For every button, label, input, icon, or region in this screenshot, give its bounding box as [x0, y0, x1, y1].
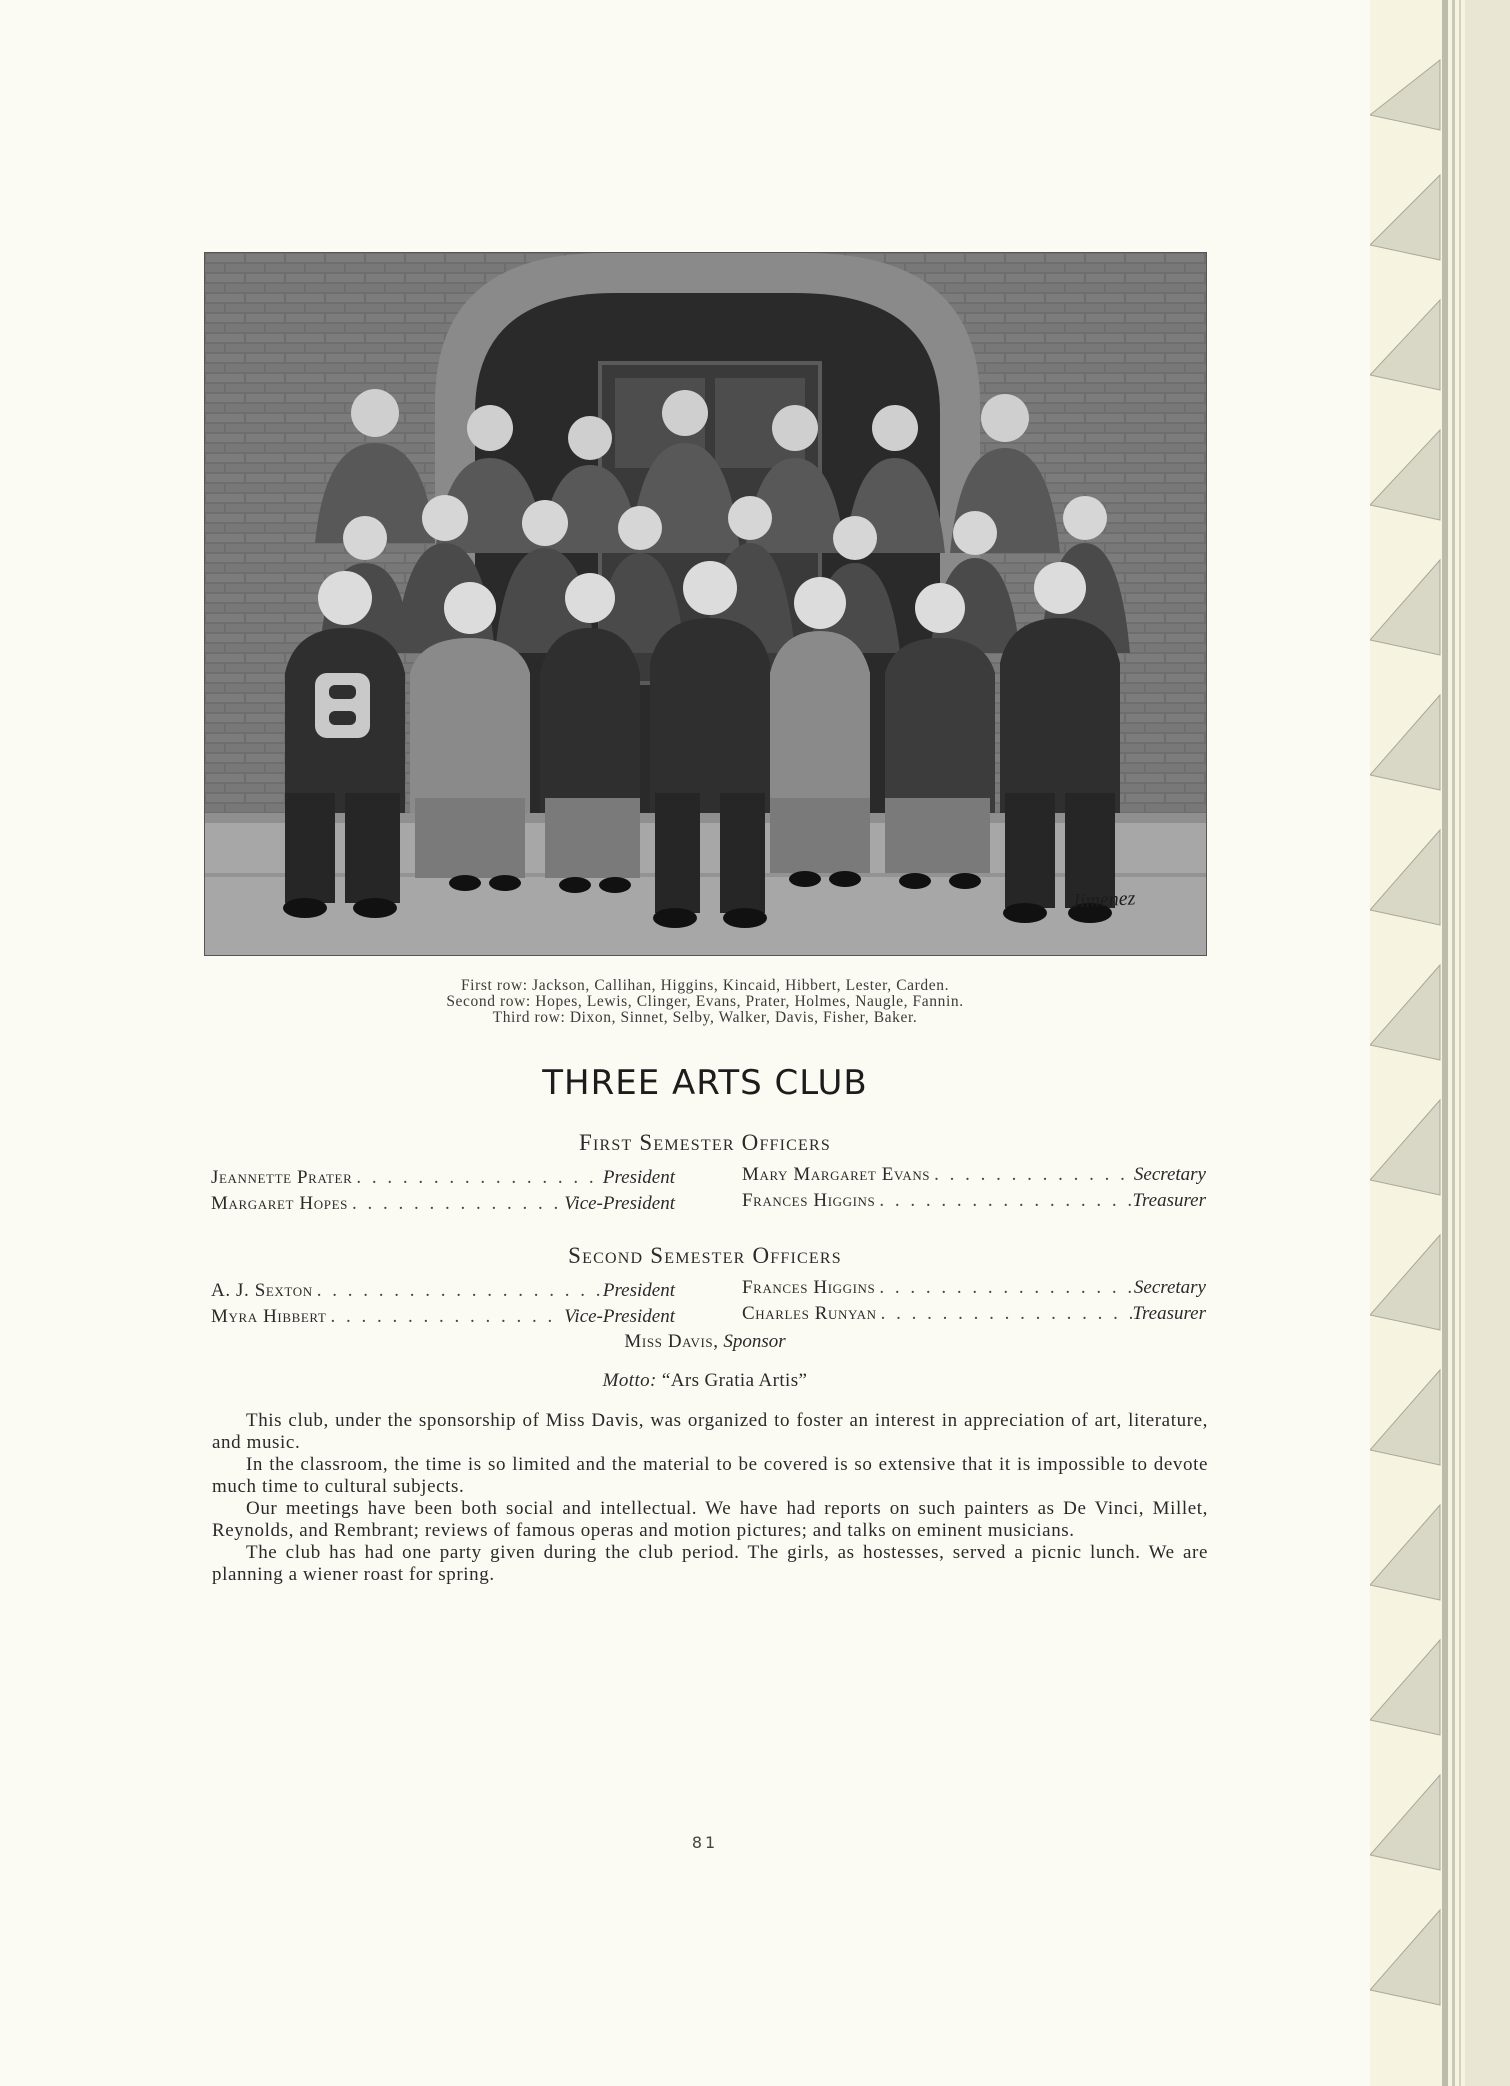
- officer-name: Frances Higgins: [742, 1190, 876, 1211]
- sponsor-role: Sponsor: [723, 1331, 786, 1352]
- sponsor-name: Miss Davis,: [624, 1331, 719, 1352]
- leader-dots: [930, 1164, 1134, 1186]
- group-photo-illustration: [205, 253, 1206, 955]
- motto-text: “Ars Gratia Artis”: [661, 1370, 808, 1391]
- officer-role: Treasurer: [1132, 1190, 1206, 1211]
- page-number: 81: [691, 1833, 719, 1852]
- officer-row: [742, 1190, 1206, 1212]
- club-sponsor: [200, 1331, 1210, 1353]
- photographer-signature: Jimenez: [1070, 887, 1136, 913]
- officer-row: [742, 1164, 1206, 1186]
- officer-role: Secretary: [1133, 1164, 1206, 1185]
- officer-role: Treasurer: [1132, 1303, 1206, 1324]
- officer-name: Jeannette Prater: [211, 1167, 353, 1188]
- caption-third-row: Third row: Dixon, Sinnet, Selby, Walker, Davis, Fisher, Baker.: [492, 1009, 918, 1026]
- paragraph: This club, under the sponsorship of Miss Davis, was organized to foster an interest in appreciation of art, literature, and music.: [212, 1410, 1208, 1453]
- officer-row: [211, 1306, 675, 1328]
- photo-caption: [200, 978, 1210, 1026]
- officer-role: Secretary: [1133, 1277, 1206, 1298]
- leader-dots: [875, 1277, 1134, 1299]
- club-description: [212, 1410, 1208, 1586]
- first-semester-heading: First Semester Officers: [579, 1130, 831, 1155]
- paragraph: Our meetings have been both social and intellectual. We have had reports on such painters as De Vinci, Millet, Reynolds, and Rembrant; reviews of famous operas and motion pictures; and talks on eminent musicians.: [212, 1498, 1208, 1541]
- officer-name: Charles Runyan: [742, 1303, 877, 1324]
- leader-dots: [875, 1190, 1132, 1212]
- officer-name: Margaret Hopes: [211, 1193, 348, 1214]
- sawtooth-border-ornament: [1370, 0, 1510, 2086]
- paragraph: The club has had one party given during the club period. The girls, as hostesses, served a picnic lunch. We are planning a wiener roast for spring.: [212, 1542, 1208, 1585]
- officer-row: [211, 1167, 675, 1189]
- leader-dots: [313, 1280, 603, 1302]
- officer-row: [742, 1277, 1206, 1299]
- officer-role: President: [602, 1280, 675, 1301]
- leader-dots: [877, 1303, 1133, 1325]
- officer-row: [211, 1193, 675, 1215]
- caption-first-row: First row: Jackson, Callihan, Higgins, Kincaid, Hibbert, Lester, Carden.: [460, 977, 950, 994]
- club-motto: [200, 1370, 1210, 1392]
- decorative-page-border: [1370, 0, 1510, 2086]
- officer-row: [211, 1280, 675, 1302]
- leader-dots: [326, 1306, 564, 1328]
- page-title: THREE ARTS CLUB: [542, 1063, 868, 1103]
- officer-role: President: [602, 1167, 675, 1188]
- officer-name: Myra Hibbert: [211, 1306, 327, 1327]
- second-semester-heading: Second Semester Officers: [568, 1243, 842, 1268]
- leader-dots: [352, 1167, 603, 1189]
- club-group-photo: [204, 252, 1207, 956]
- paragraph: In the classroom, the time is so limited and the material to be covered is so extensive that it is impossible to devote much time to cultural subjects.: [212, 1454, 1208, 1497]
- motto-label: Motto:: [602, 1370, 657, 1391]
- officer-name: A. J. Sexton: [211, 1280, 313, 1301]
- officer-name: Mary Margaret Evans: [742, 1164, 931, 1185]
- caption-second-row: Second row: Hopes, Lewis, Clinger, Evans, Prater, Holmes, Naugle, Fannin.: [446, 993, 964, 1010]
- officer-row: [742, 1303, 1206, 1325]
- officer-role: Vice-President: [564, 1193, 675, 1214]
- officer-role: Vice-President: [564, 1306, 675, 1327]
- officer-name: Frances Higgins: [742, 1277, 876, 1298]
- leader-dots: [348, 1193, 564, 1215]
